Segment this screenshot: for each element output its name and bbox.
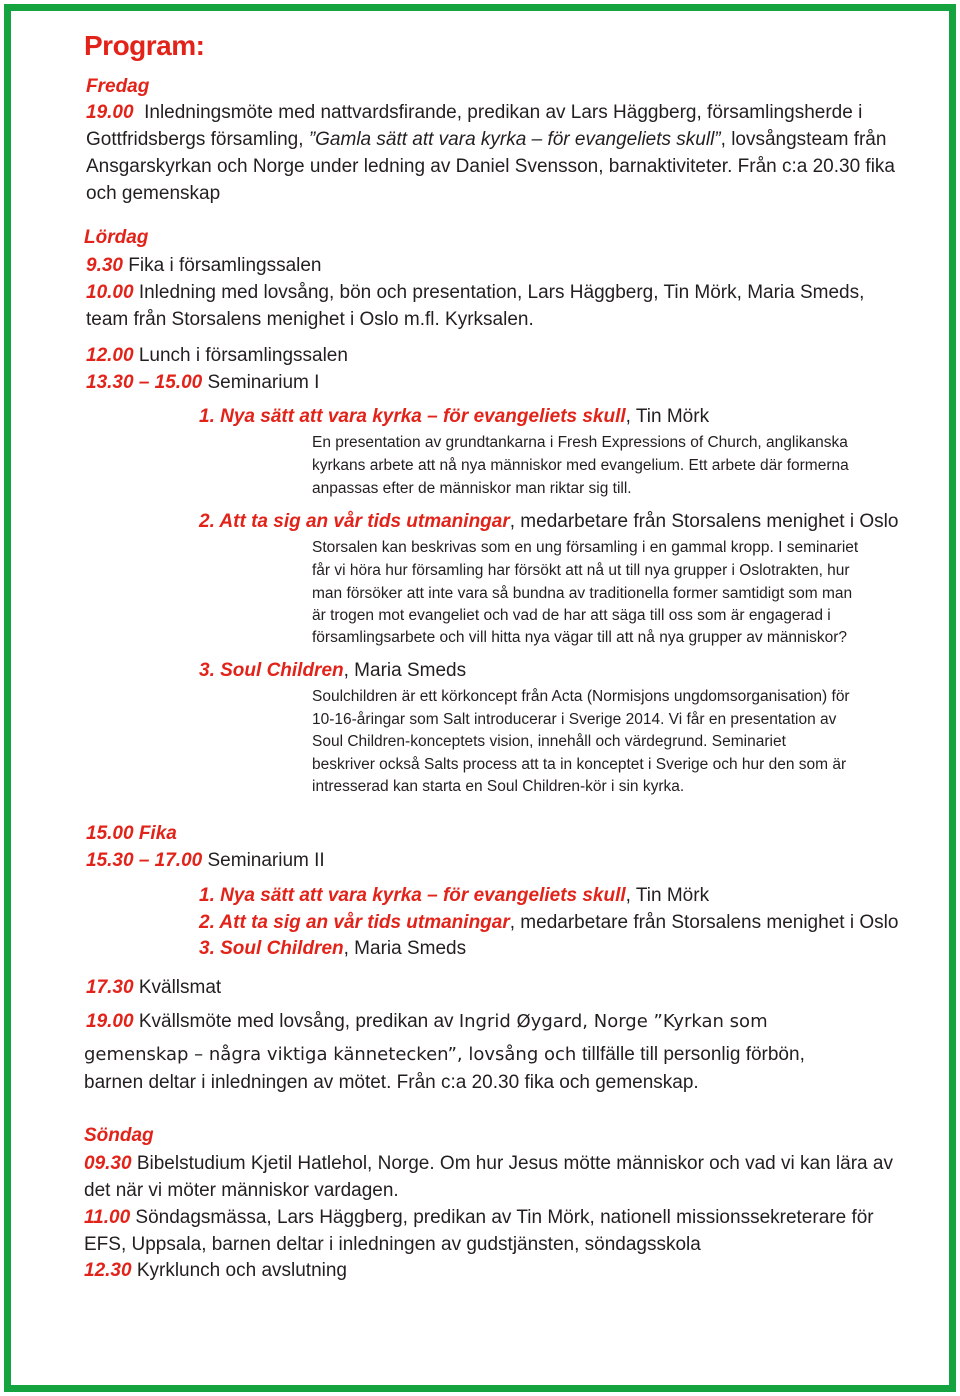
seminar-3-desc-5: intresserad kan starta en Soul Children-kör i sin kyrka.: [312, 778, 685, 795]
seminar-title: 2. Att ta sig an vår tids utmaningar: [199, 912, 510, 933]
fredag-line-4: och gemenskap: [86, 183, 221, 204]
lordag-row-4: [86, 369, 319, 396]
fredag-line-3: Ansgarskyrkan och Norge under ledning av Daniel Svensson, barnaktiviteter. Från c:a 20.30 fika: [86, 156, 896, 177]
time-label: 10.00: [86, 282, 134, 303]
day-heading-lordag: Lördag: [84, 227, 149, 248]
lordag-row-1: [86, 252, 322, 279]
seminar-speaker: , Tin Mörk: [625, 406, 710, 427]
lordag-row-7: [86, 1008, 768, 1035]
seminar-3-heading: [199, 660, 466, 682]
row-text: Bibelstudium Kjetil Hatlehol, Norge. Om hur Jesus mötte människor och vad vi kan lära av: [136, 1153, 893, 1174]
lordag-row-7-cont: [84, 1041, 805, 1068]
seminar-speaker: , Maria Smeds: [343, 938, 467, 959]
seminar-title: 1. Nya sätt att vara kyrka – för evangeliets skull: [199, 885, 626, 906]
sondag-row-3: [84, 1257, 347, 1284]
day-heading-fredag: Fredag: [86, 76, 150, 97]
seminar-2-heading: [199, 511, 898, 533]
seminar-2-desc-3: man försöker att inte vara så bundna av traditionella former samtidigt som man: [312, 585, 853, 602]
seminar-1-desc-3: anpassas efter de människor man riktar sig till.: [312, 480, 632, 497]
sondag-row-2-cont: EFS, Uppsala, barnen deltar i inledningen av gudstjänsten, söndagsskola: [84, 1234, 701, 1255]
row-text: Inledning med lovsång, bön och presentation, Lars Häggberg, Tin Mörk, Maria Smeds,: [138, 282, 865, 303]
row-text: Kvällsmat: [138, 977, 222, 998]
fredag-text-2c: , lovsångsteam från: [720, 129, 887, 150]
lordag-row-2-cont: team från Storsalens menighet i Oslo m.fl. Kyrksalen.: [86, 309, 534, 330]
fika-row: 15.00 Fika: [86, 823, 177, 844]
seminar-title: 3. Soul Children: [199, 938, 344, 959]
time-label: 17.30: [86, 977, 134, 998]
lordag-row-2: [86, 279, 864, 306]
row-text: Seminarium I: [207, 372, 320, 393]
seminar-speaker: , medarbetare från Storsalens menighet i Oslo: [509, 912, 899, 933]
time-label: 15.30 – 17.00: [86, 850, 203, 871]
seminar-title: 2. Att ta sig an vår tids utmaningar: [199, 511, 510, 532]
seminar-2-desc-5: församlingsarbete och vill hitta nya vägar till att nå nya grupper av människor?: [312, 629, 848, 646]
row-text: tillfälle till personlig förbön,: [582, 1044, 805, 1065]
time-label: 19.00: [86, 1011, 134, 1032]
seminar-title: 3. Soul Children: [199, 660, 344, 681]
seminar-3-desc-4: beskriver också Salts process att ta in konceptet i Sverige och hur den som är: [312, 756, 847, 773]
row-text: Lunch i församlingssalen: [138, 345, 348, 366]
fredag-theme: ”Gamla sätt att vara kyrka – för evangeliets skull”: [308, 129, 721, 150]
row-text: Kvällsmöte med lovsång, predikan av: [138, 1011, 459, 1032]
time-label: 9.30: [86, 255, 123, 276]
sermon-title-cont: gemenskap – några viktiga kännetecken”, lovsång och: [84, 1044, 583, 1065]
seminar-II-2: [199, 912, 898, 934]
seminar-1-heading: [199, 406, 709, 428]
time-label: 12.00: [86, 345, 134, 366]
sondag-row-1: [84, 1150, 893, 1177]
fredag-text-2a: Gottfridsbergs församling,: [86, 129, 309, 150]
seminar-3-desc-3: Soul Children-konceptets vision, innehåll och värdegrund. Seminariet: [312, 733, 786, 750]
seminar-II-3: [199, 938, 466, 960]
sermon-title: Ingrid Øygard, Norge ”Kyrkan som: [458, 1011, 768, 1032]
row-text: Fika i församlingssalen: [128, 255, 322, 276]
seminar-3-desc-1: Soulchildren är ett körkoncept från Acta (Normisjons ungdomsorganisation) för: [312, 688, 850, 705]
time-label: 13.30 – 15.00: [86, 372, 203, 393]
day-heading-sondag: Söndag: [84, 1125, 154, 1146]
lordag-row-3: [86, 342, 348, 369]
seminar-title: 1. Nya sätt att vara kyrka – för evangeliets skull: [199, 406, 626, 427]
time-label: 09.30: [84, 1153, 132, 1174]
seminar-speaker: , Tin Mörk: [625, 885, 710, 906]
sondag-row-1-cont: det när vi möter människor vardagen.: [84, 1180, 399, 1201]
seminar-2-desc-2: får vi höra hur församling har försökt att nå ut till nya grupper i Oslotrakten, hur: [312, 562, 850, 579]
time-label: 11.00: [84, 1207, 131, 1228]
seminar-1-desc-1: En presentation av grundtankarna i Fresh Expressions of Church, anglikanska: [312, 434, 848, 451]
fredag-line-1: [86, 99, 862, 126]
seminar-2-desc-1: Storsalen kan beskrivas som en ung församling i en gammal kropp. I seminariet: [312, 539, 859, 556]
time-label: 19.00: [86, 102, 134, 123]
lordag-row-6: [86, 974, 221, 1001]
seminar-II-1: [199, 885, 709, 907]
page-title: Program:: [84, 30, 205, 61]
lordag-row-5: [86, 847, 325, 874]
row-text: Söndagsmässa, Lars Häggberg, predikan av Tin Mörk, nationell missionssekreterare för: [135, 1207, 874, 1228]
row-text: Seminarium II: [207, 850, 325, 871]
sondag-row-2: [84, 1204, 874, 1231]
fredag-text-1: Inledningsmöte med nattvardsfirande, predikan av Lars Häggberg, församlingsherde i: [144, 102, 863, 123]
row-text: Kyrklunch och avslutning: [136, 1260, 347, 1281]
seminar-2-desc-4: är trogen mot evangeliet och vad de har att säga till oss som är engagerad i: [312, 607, 831, 624]
lordag-row-7-cont-2: barnen deltar i inledningen av mötet. Från c:a 20.30 fika och gemenskap.: [84, 1072, 699, 1093]
seminar-3-desc-2: 10-16-åringar som Salt introducerar i Sverige 2014. Vi får en presentation av: [312, 711, 837, 728]
fredag-line-2: [86, 126, 886, 153]
seminar-speaker: , Maria Smeds: [343, 660, 467, 681]
seminar-1-desc-2: kyrkans arbete att nå nya människor med evangelium. Ett arbete där formerna: [312, 457, 849, 474]
time-label: 12.30: [84, 1260, 132, 1281]
seminar-speaker: , medarbetare från Storsalens menighet i Oslo: [509, 511, 899, 532]
